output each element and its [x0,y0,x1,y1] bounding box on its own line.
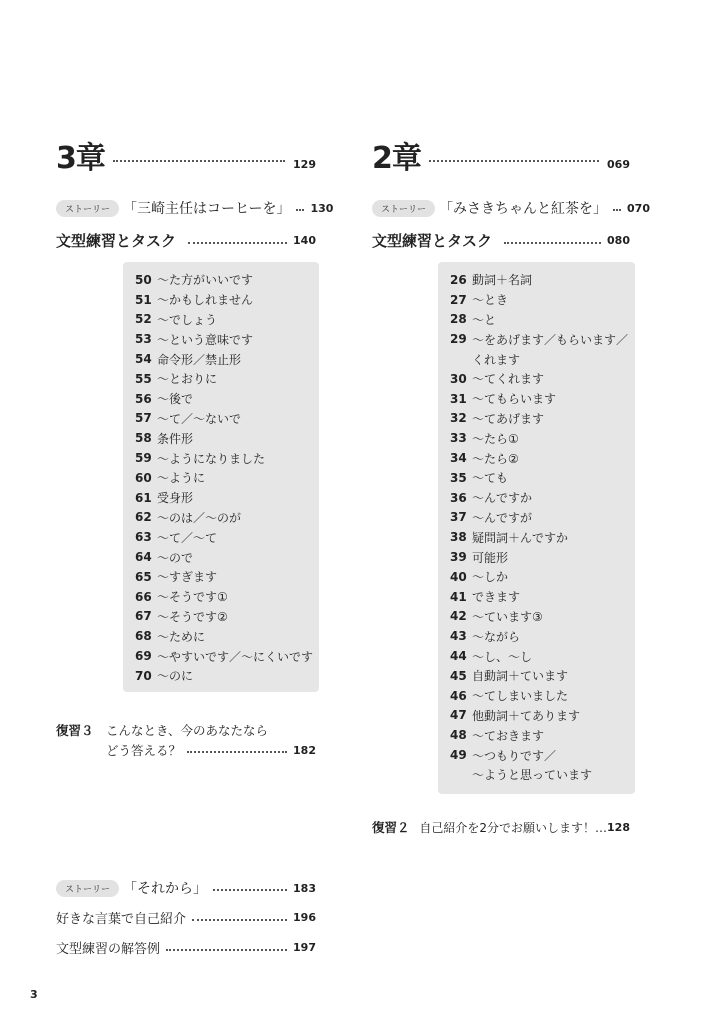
leader-dots [213,889,287,891]
leader-dots [296,209,304,211]
item-text: ～ておきます [472,728,545,743]
extra-entry-answers[interactable] [56,938,316,957]
list-item[interactable] [135,488,319,508]
extra-title: 好きな言葉で自己紹介 [56,912,187,927]
review-2-entry[interactable] [372,818,630,836]
list-item[interactable] [450,626,635,646]
list-item[interactable] [450,646,635,666]
item-text: ～つもりです／ [472,748,557,763]
list-item[interactable] [450,290,635,310]
page-ref: 196 [293,911,316,924]
list-item[interactable] [450,607,635,627]
extra-title: 文型練習の解答例 [56,942,161,957]
item-text: ～ので [157,550,194,565]
page-ref: 140 [293,234,316,247]
list-item[interactable] [135,567,319,587]
item-text: ～てあげます [472,411,545,426]
story-title: 「みさきちゃんと紅茶を」 [439,201,608,217]
item-text: ～ています③ [472,609,543,624]
list-item[interactable] [135,310,319,330]
story-title: 「三崎主任はコーヒーを」 [123,201,291,217]
item-number: 64 [135,550,152,565]
item-number: 61 [135,490,152,505]
item-text: 自動詞＋ています [472,669,569,684]
item-number: 49 [450,748,467,763]
review-title-line1: こんなとき、今のあなたなら [106,723,269,738]
list-item[interactable] [135,626,319,646]
story-entry[interactable] [56,198,334,218]
story-title: 「それから」 [123,881,208,897]
item-text: 他動詞＋てあります [472,708,581,723]
item-number: 70 [135,668,152,683]
list-item[interactable] [450,547,635,567]
item-text: ～んですか [472,491,533,506]
item-text: ～てもらいます [472,392,557,407]
leader-dots [504,242,601,244]
item-number: 47 [450,708,467,723]
list-item[interactable] [450,527,635,547]
item-text: ～とおりに [157,372,218,387]
list-item[interactable] [135,547,319,567]
list-item[interactable] [450,488,635,508]
item-text: ～んですが [472,510,533,525]
list-item[interactable] [450,745,635,765]
list-item[interactable] [135,409,319,429]
leader-dots [166,949,287,951]
story-badge: ストーリー [372,200,435,217]
item-number: 59 [135,451,152,466]
list-item[interactable] [450,448,635,468]
page-number: 3 [30,988,38,1001]
item-number: 57 [135,411,152,426]
page-ref: 197 [293,941,316,954]
leader-dots [113,160,285,162]
review-title: 自己紹介を2分でお願いします！… [419,820,608,835]
extra-entry-intro[interactable] [56,908,316,927]
list-item[interactable] [450,706,635,726]
list-item[interactable] [450,349,635,369]
item-number: 33 [450,431,467,446]
item-text: ～のは／～のが [157,510,242,525]
leader-dots [429,160,599,162]
chapter-title: 3章 [56,141,105,176]
section-title: 文型練習とタスク [56,232,177,250]
item-number: 60 [135,470,152,485]
list-item[interactable] [450,369,635,389]
list-item[interactable] [135,389,319,409]
item-number: 53 [135,332,152,347]
item-text: できます [472,590,521,605]
list-item[interactable] [135,270,319,290]
item-number: 52 [135,312,152,327]
item-number: 39 [450,550,467,565]
list-item[interactable] [135,329,319,349]
item-number: 30 [450,371,467,386]
item-text: 命令形／禁止形 [157,352,242,367]
item-number: 63 [135,530,152,545]
list-item[interactable] [135,349,319,369]
chapter-2-heading[interactable] [372,133,630,177]
item-number: 27 [450,292,467,307]
item-text: くれます [472,352,521,367]
page-ref: 128 [607,820,630,834]
list-item[interactable] [450,329,635,349]
item-text: ～と [472,312,497,327]
pattern-list-box [438,262,635,794]
list-item[interactable] [450,409,635,429]
list-item[interactable] [135,607,319,627]
page-ref: 129 [293,158,316,171]
list-item[interactable] [135,428,319,448]
end-story-entry[interactable] [56,878,316,898]
list-item[interactable] [135,646,319,666]
review-label: 復習３ [56,723,94,738]
list-item[interactable] [450,389,635,409]
item-text: ～かもしれません [157,293,254,308]
story-entry[interactable] [372,198,650,218]
item-text: 疑問詞＋んですか [472,530,569,545]
story-badge: ストーリー [56,880,119,897]
item-text: ～てくれます [472,372,545,387]
page-ref: 080 [607,234,630,247]
section-title: 文型練習とタスク [372,232,493,250]
item-number: 56 [135,391,152,406]
review-3-entry[interactable] [56,720,316,760]
item-number: 69 [135,649,152,664]
item-text: ～のに [157,669,194,684]
page-ref: 183 [293,881,316,895]
item-number: 38 [450,530,467,545]
item-text: ～た方がいいです [157,273,254,288]
item-text: ～やすいです／～にくいです [157,649,314,664]
item-number: 67 [135,609,152,624]
list-item[interactable] [135,290,319,310]
item-text: ～という意味です [157,332,254,347]
list-item[interactable] [450,567,635,587]
item-number: 68 [135,629,152,644]
list-item[interactable] [450,666,635,686]
item-number: 37 [450,510,467,525]
list-item[interactable] [135,508,319,528]
item-text: ～すぎます [157,570,218,585]
item-number: 41 [450,589,467,604]
leader-dots [613,209,621,211]
list-item[interactable] [450,310,635,330]
list-item[interactable] [135,666,319,686]
item-text: 受身形 [157,491,194,506]
leader-dots [187,751,287,753]
pattern-list-box [123,262,319,692]
list-item[interactable] [450,468,635,488]
item-text: ～ようになりました [157,451,266,466]
item-number: 36 [450,490,467,505]
item-number: 55 [135,371,152,386]
item-number: 65 [135,569,152,584]
item-text: ～し、～し [472,649,533,664]
item-number: 35 [450,470,467,485]
item-text: ～て／～ないで [157,411,242,426]
pattern-list [123,262,319,686]
item-text: ～ても [472,471,509,486]
item-text: ～ながら [472,629,521,644]
item-number: 50 [135,272,152,287]
item-text: ～ように [157,471,206,486]
item-text: ～そうです① [157,590,228,605]
page-ref: 182 [293,743,316,757]
list-item[interactable] [135,369,319,389]
item-number: 31 [450,391,467,406]
chapter-3-heading[interactable] [56,133,316,177]
item-text: ～ようと思っています [472,768,593,783]
list-item[interactable] [450,508,635,528]
item-number: 43 [450,629,467,644]
item-text: 動詞＋名詞 [472,273,533,288]
item-text: ～ために [157,629,206,644]
list-item[interactable] [135,587,319,607]
item-number: 45 [450,668,467,683]
list-item[interactable] [450,765,635,785]
item-text: 条件形 [157,431,194,446]
item-number: 44 [450,649,467,664]
item-number: 42 [450,609,467,624]
item-text: ～とき [472,293,509,308]
item-text: ～そうです② [157,609,228,624]
page-ref: 070 [627,201,650,215]
item-number: 29 [450,332,467,347]
list-item[interactable] [135,448,319,468]
item-number: 32 [450,411,467,426]
item-number: 28 [450,312,467,327]
item-number: 58 [135,431,152,446]
list-item[interactable] [450,725,635,745]
item-number: 48 [450,728,467,743]
list-item[interactable] [450,587,635,607]
item-text: ～たら② [472,451,519,466]
leader-dots [192,919,287,921]
item-text: ～てしまいました [472,689,569,704]
item-text: ～しか [472,570,509,585]
list-item[interactable] [450,686,635,706]
item-number: 62 [135,510,152,525]
page-ref: 130 [310,201,334,215]
chapter-title: 2章 [372,141,421,176]
item-number: 34 [450,451,467,466]
item-number: 26 [450,272,467,287]
pattern-list [438,262,635,785]
item-text: 可能形 [472,550,509,565]
review-title-line2: どう答える？ [106,743,182,758]
section-entry[interactable] [372,230,630,251]
item-number: 40 [450,569,467,584]
item-number: 51 [135,292,152,307]
story-badge: ストーリー [56,200,119,217]
page-ref: 069 [607,158,630,171]
leader-dots [188,242,287,244]
item-number: 46 [450,688,467,703]
item-text: ～でしょう [157,312,218,327]
item-number: 54 [135,352,152,367]
item-text: ～をあげます／もらいます／ [472,332,629,347]
list-item[interactable] [450,428,635,448]
list-item[interactable] [450,270,635,290]
item-text: ～後で [157,392,194,407]
list-item[interactable] [135,468,319,488]
item-number: 66 [135,589,152,604]
section-entry[interactable] [56,230,316,251]
item-text: ～たら① [472,431,519,446]
list-item[interactable] [135,527,319,547]
review-label: 復習２ [372,820,410,835]
item-text: ～て／～て [157,530,218,545]
